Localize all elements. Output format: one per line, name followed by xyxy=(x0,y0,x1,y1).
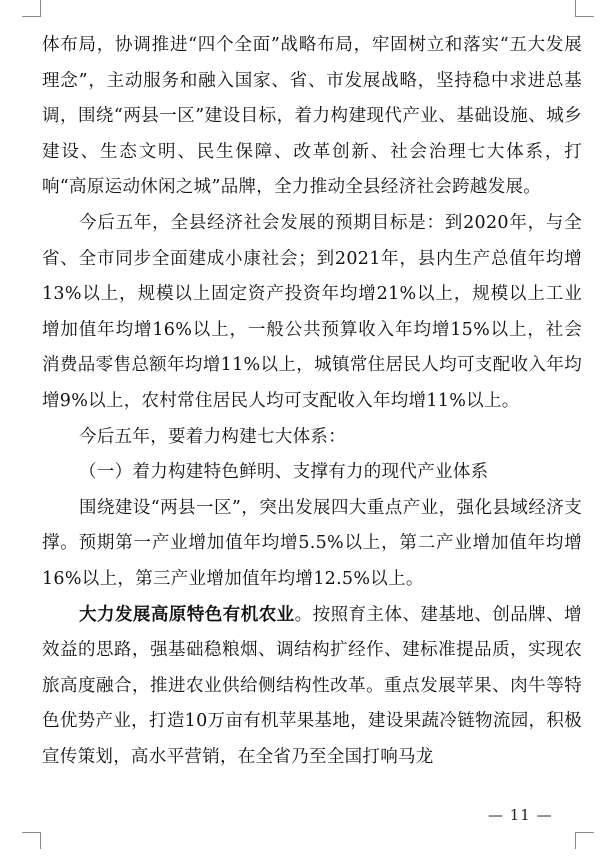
document-body xyxy=(42,28,582,775)
page-number: — 11 — xyxy=(488,806,553,824)
paragraph-organic-agriculture xyxy=(42,598,582,776)
crop-mark-top-left xyxy=(22,0,41,17)
crop-mark-bottom-right xyxy=(575,832,594,849)
paragraph-continued-overview: 体布局，协调推进“四个全面”战略布局，牢固树立和落实“五大发展理念”，主动服务和融入国家、省、市发展战略，坚持稳中求进总基调，围绕“两县一区”建设目标，着力构建现代产业、基础设施、城乡建设、生态文明、民生保障、改革创新、社会治理七大体系，打响“高原运动休闲之城”品牌，全力推动全县经济社会跨越发展。 xyxy=(42,35,582,198)
paragraph-five-year-targets: 今后五年，全县经济社会发展的预期目标是：到2020年，与全省、全市同步全面建成小康社会；到2021年，县内生产总值年均增13%以上，规模以上固定资产投资年均增21%以上，规模以上工业增加值年均增16%以上，一般公共预算收入年均增15%以上，社会消费品零售总额年均增11%以上，城镇常住居民人均可支配收入年均增9%以上，农村常住居民人均可支配收入年均增11%以上。 xyxy=(42,212,582,411)
crop-mark-bottom-left xyxy=(22,832,41,849)
paragraph-industry-growth-targets: 围绕建设“两县一区”，突出发展四大重点产业，强化县域经济支撑。预期第一产业增加值年均增5.5%以上，第二产业增加值年均增16%以上，第三产业增加值年均增12.5%以上。 xyxy=(42,497,582,589)
section-heading-industry-system: （一）着力构建特色鲜明、支撑有力的现代产业体系 xyxy=(79,462,489,483)
paragraph-body-text: 。按照育主体、建基地、创品牌、增效益的思路，强基础稳粮烟、调结构扩经作、建标准提品质，实现农旅高度融合，推进农业供给侧结构性改革。重点发展苹果、肉牛等特色优势产业，打造10万亩有机苹果基地，建设果蔬冷链物流园，积极宣传策划，高水平营销，在全省乃至全国打响马龙 xyxy=(42,604,582,767)
crop-mark-top-right xyxy=(575,0,594,17)
paragraph-bold-lead: 大力发展高原特色有机农业 xyxy=(79,604,295,625)
paragraph-seven-systems-intro: 今后五年，要着力构建七大体系： xyxy=(79,426,346,447)
